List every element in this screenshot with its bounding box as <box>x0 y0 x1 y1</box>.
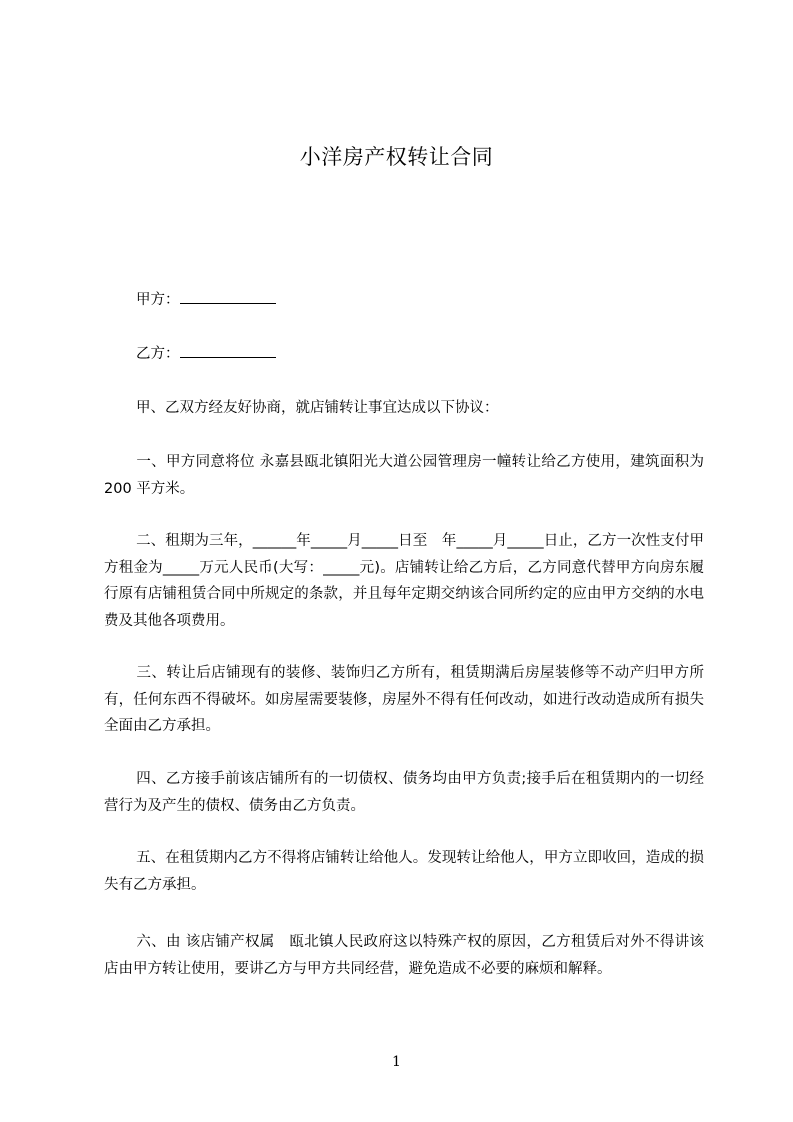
page-number: 1 <box>392 1054 401 1070</box>
clause-1: 一、甲方同意将位 永嘉县瓯北镇阳光大道公园管理房一幢转让给乙方使用，建筑面积为 200 平方米。 <box>104 454 704 497</box>
clause-6: 六、由 该店铺产权属 瓯北镇人民政府这以特殊产权的原因，乙方租赁后对外不得讲该店由甲方转让使用，要讲乙方与甲方共同经营，避免造成不必要的麻烦和解释。 <box>104 934 704 977</box>
document-title: 小洋房产权转让合同 <box>299 145 494 169</box>
party-b-label: 乙方： <box>136 346 180 362</box>
clause-4: 四、乙方接手前该店铺所有的一切债权、债务均由甲方负责;接手后在租赁期内的一切经营行为及产生的债权、债务由乙方负责。 <box>104 771 704 814</box>
clause-3: 三、转让后店铺现有的装修、装饰归乙方所有，租赁期满后房屋装修等不动产归甲方所有，任何东西不得破坏。如房屋需要装修，房屋外不得有任何改动，如进行改动造成所有损失全面由乙方承担。 <box>104 665 704 734</box>
party-b-blank <box>180 343 276 358</box>
intro-paragraph: 甲、乙双方经友好协商，就店铺转让事宜达成以下协议： <box>136 400 499 416</box>
party-a-blank <box>180 289 276 304</box>
clause-2: 二、租期为三年，______年_____月_____日至 年_____月_____日止，乙方一次性支付甲方租金为_____万元人民币(大写：_____元)。店铺转让给乙方后，乙方同意代替甲方向房东履行原有店铺租赁合同中所规定的条款，并且每年定期交纳该合同所约定的应由甲方交纳的水电费及其他各项费用。 <box>104 533 704 629</box>
party-a-field <box>136 289 276 311</box>
party-a-label: 甲方： <box>136 292 180 308</box>
party-b-field <box>136 343 276 365</box>
clause-5: 五、在租赁期内乙方不得将店铺转让给他人。发现转让给他人，甲方立即收回，造成的损失有乙方承担。 <box>104 850 704 893</box>
